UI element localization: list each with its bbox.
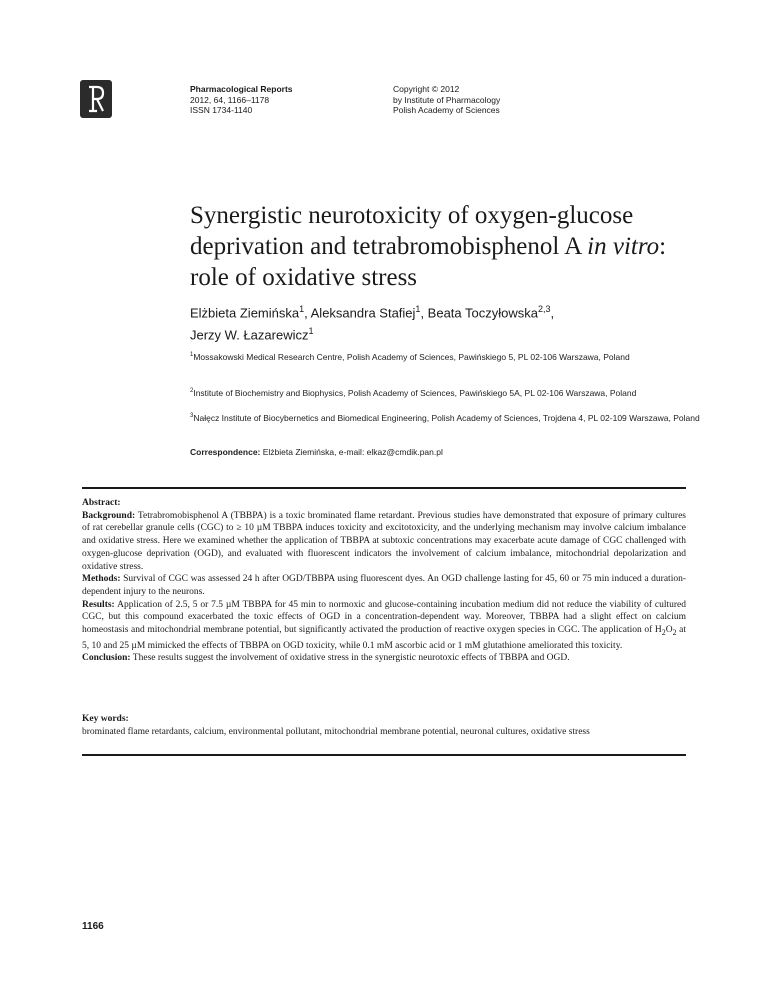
affiliation-item [190,349,700,363]
author-separator: , [420,305,428,321]
results-label: Results: [82,599,115,610]
abstract-section [82,497,686,665]
background-label: Background: [82,510,136,521]
page-number: 1166 [82,921,104,932]
results-subscript: 2 [672,627,677,637]
correspondence-text: Elżbieta Ziemińska, e-mail: elkaz@cmdik.pan.pl [262,447,443,457]
methods-text: Survival of CGC was assessed 24 h after OGD/TBBPA using fluorescent dyes. An OGD challenge lasting for 45, 60 or 75 min induced a duration-dependent injury to the neurons. [82,574,686,597]
methods-label: Methods: [82,574,121,585]
abstract-background [82,510,686,574]
affiliation-number: 2 [190,388,194,394]
background-text: Tetrabromobisphenol A (TBBPA) is a toxic brominated flame retardant. Previous studies have demonstrated that exposure of primary cultures of rat cerebellar granule cells (CGC) to ≥ 10 µM TBBPA induces toxicity and excitotoxicity, and the underlying mechanism may involve calcium imbalance and oxidative stress. Here we examined whether the application of TBBPA at subtoxic concentrations may exacerbate acute damage of CGC challenged with oxygen-glucose deprivation (OGD), and evaluated with fluorescent indicators the involvement of calcium imbalance, mitochondrial depolarization and oxidative stress. [82,510,686,572]
conclusion-label: Conclusion: [82,653,131,664]
title-text: : role of oxidative stress [190,233,667,291]
article-title [190,200,710,293]
author-separator: , [304,305,311,321]
pr-monogram-icon [84,83,108,115]
abstract-methods [82,573,686,598]
author-separator: , [550,305,555,321]
journal-info [190,84,293,116]
results-text: O [665,625,673,636]
affiliation-item [190,385,700,399]
author-name: Beata Toczyłowska [427,305,538,321]
author-name: Elżbieta Ziemińska [190,305,300,321]
affiliation-item [190,410,700,424]
affiliation-number: 3 [190,413,194,419]
results-text: Application of 2.5, 5 or 7.5 µM TBBPA for 45 min to normoxic and glucose-containing incubation medium did not reduce the viability of cultured CGC, but this compound exacerbated the toxic effects of OGD in a concentration-dependent way. Moreover, TBBPA had a slight effect on calcium homeostasis and mitochondrial membrane potential, but significantly activated the production of reactive oxygen species in CGC. The application of H [82,599,686,636]
copyright-info [393,84,500,116]
keywords-section [82,713,686,738]
journal-name: Pharmacological Reports [190,84,293,94]
journal-logo [80,80,112,118]
affiliation-number: 1 [190,352,194,358]
author-affiliation: 1 [308,326,314,337]
affiliation-text: Mossakowski Medical Research Centre, Polish Academy of Sciences, Pawińskiego 5, PL 02-106 Warszawa, Poland [193,351,630,362]
author-list [190,300,710,345]
abstract-heading: Abstract: [82,498,121,508]
conclusion-text: These results suggest the involvement of oxidative stress in the synergistic neurotoxic effects of TBBPA and OGD. [132,653,570,664]
top-divider [82,487,686,489]
correspondence-label: Correspondence: [190,447,261,457]
abstract-results [82,599,686,653]
results-subscript: 2 [661,627,666,637]
journal-issue: 2012, 64, 1166–1178 [190,94,270,105]
abstract-conclusion [82,652,686,665]
author-affiliation: 1 [299,304,305,314]
title-italic: in vitro [587,233,660,260]
author-affiliation: 2,3 [538,304,551,314]
correspondence [190,447,443,457]
copyright-line: Polish Academy of Sciences [393,105,500,115]
keywords-heading: Key words: [82,714,129,724]
keywords-text: brominated flame retardants, calcium, environmental pollutant, mitochondrial membrane potential, neuronal cultures, oxidative stress [82,726,590,737]
author-affiliation: 1 [415,304,421,314]
results-text: at 5, 10 and 25 µM mimicked the effects of TBBPA on OGD toxicity, while 0.1 mM ascorbic acid or 1 mM glutathione ameliorated this toxicity. [82,625,687,651]
title-text: Synergistic neurotoxicity of oxygen-glucose deprivation and tetrabromobisphenol A [190,202,634,260]
bottom-divider [82,754,686,756]
copyright-line: Copyright © 2012 [393,84,460,94]
copyright-line: by Institute of Pharmacology [393,94,501,105]
affiliation-text: Nałęcz Institute of Biocybernetics and Biomedical Engineering, Polish Academy of Sciences, Trojdena 4, PL 02-109 Warszawa, Poland [193,412,700,423]
affiliation-text: Institute of Biochemistry and Biophysics, Polish Academy of Sciences, Pawińskiego 5A, PL 02-106 Warszawa, Poland [193,387,637,398]
author-name: Jerzy W. Łazarewicz [190,327,309,343]
journal-issn: ISSN 1734-1140 [190,105,253,115]
author-name: Aleksandra Stafiej [310,305,416,321]
